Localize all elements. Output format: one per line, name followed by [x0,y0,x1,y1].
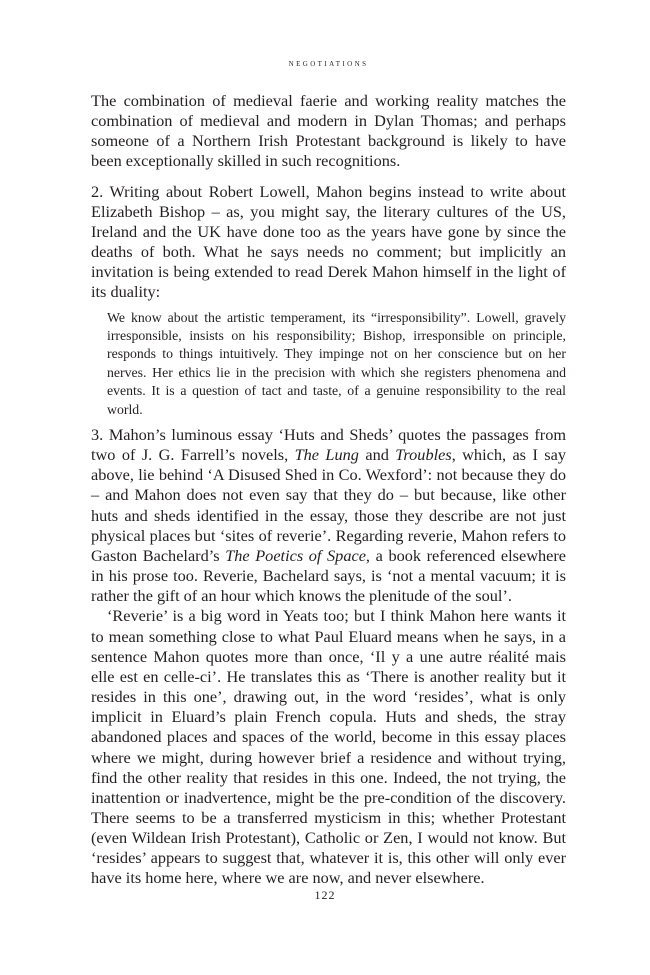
block-quote: We know about the artistic temperament, its “irresponsibility”. Lowell, gravely irresponsible, insists on his responsibility; Bishop, irresponsible on principle, responds to things intuitively. They impinge not on her conscience but on her nerves. Her ethics lie in the precision with which she registers phenomena and events. It is a question of tact and taste, of a genuine responsibility to the real world. [107,309,566,417]
paragraph-1: The combination of medieval faerie and working reality matches the combination of medieval and modern in Dylan Thomas; and perhaps someone of a Northern Irish Protestant background is likely to have been exceptionally skilled in such recognitions. [91,91,566,171]
paragraph-3-text-d: , a book referenced elsewhere in his prose too. Reverie, Bachelard says, is ‘not a mental vacuum; it is rather the gift of an hour which knows the plenitude of the soul’. [91,545,566,606]
paragraph-2: 2. Writing about Robert Lowell, Mahon begins instead to write about Elizabeth Bishop – as, you might say, the literary cultures of the US, Ireland and the UK have done too as the years have gone by since the deaths of both. What he says needs no comment; but implicitly an invitation is being extended to read Derek Mahon himself in the light of its duality: [91,181,566,302]
paragraph-3-text-a: 3. Mahon’s luminous essay ‘Huts and Sheds’ quotes the passages from two of J. G. Farrell’s novels, [91,425,566,465]
book-title-troubles: Troubles [395,445,452,465]
page-body [91,58,566,889]
book-title-poetics-of-space: The Poetics of Space [225,545,366,565]
paragraph-4: ‘Reverie’ is a big word in Yeats too; but I think Mahon here wants it to mean something close to what Paul Eluard means when he says, in a sentence Mahon quotes more than once, ‘Il y a une autre réalité mais elle est en celle-ci’. He translates this as ‘There is another reality but it resides in this one’, drawing out, in the word ‘resides’, what is only implicit in Eluard’s plain French copula. Huts and sheds, the stray abandoned places and spaces of the world, become in this essay places where we might, during however brief a residence and without trying, find the other reality that resides in this one. Indeed, the not trying, the inattention or inadvertence, might be the pre-condition of the discovery. There seems to be a transferred mysticism in this; whether Protestant (even Wildean Irish Protestant), Catholic or Zen, I would not know. But ‘resides’ appears to suggest that, whatever it is, this other will only ever have its home here, where we are now, and never elsewhere. [91,606,566,888]
paragraph-3-text-c: , which, as I say above, lie behind ‘A Disused Shed in Co. Wexford’: not because they do – and Mahon does not even say that they do – but because, like other huts and sheds identified in the essay, those they describe are not just physical places but ‘sites of reverie’. Regarding reverie, Mahon refers to Gaston Bachelard’s [91,445,566,565]
paragraph-3 [91,425,566,606]
running-head: negotiations [288,58,369,69]
paragraph-3-text-b: and [358,445,396,465]
page-number: 122 [314,888,336,902]
book-title-the-lung: The Lung [294,445,359,465]
